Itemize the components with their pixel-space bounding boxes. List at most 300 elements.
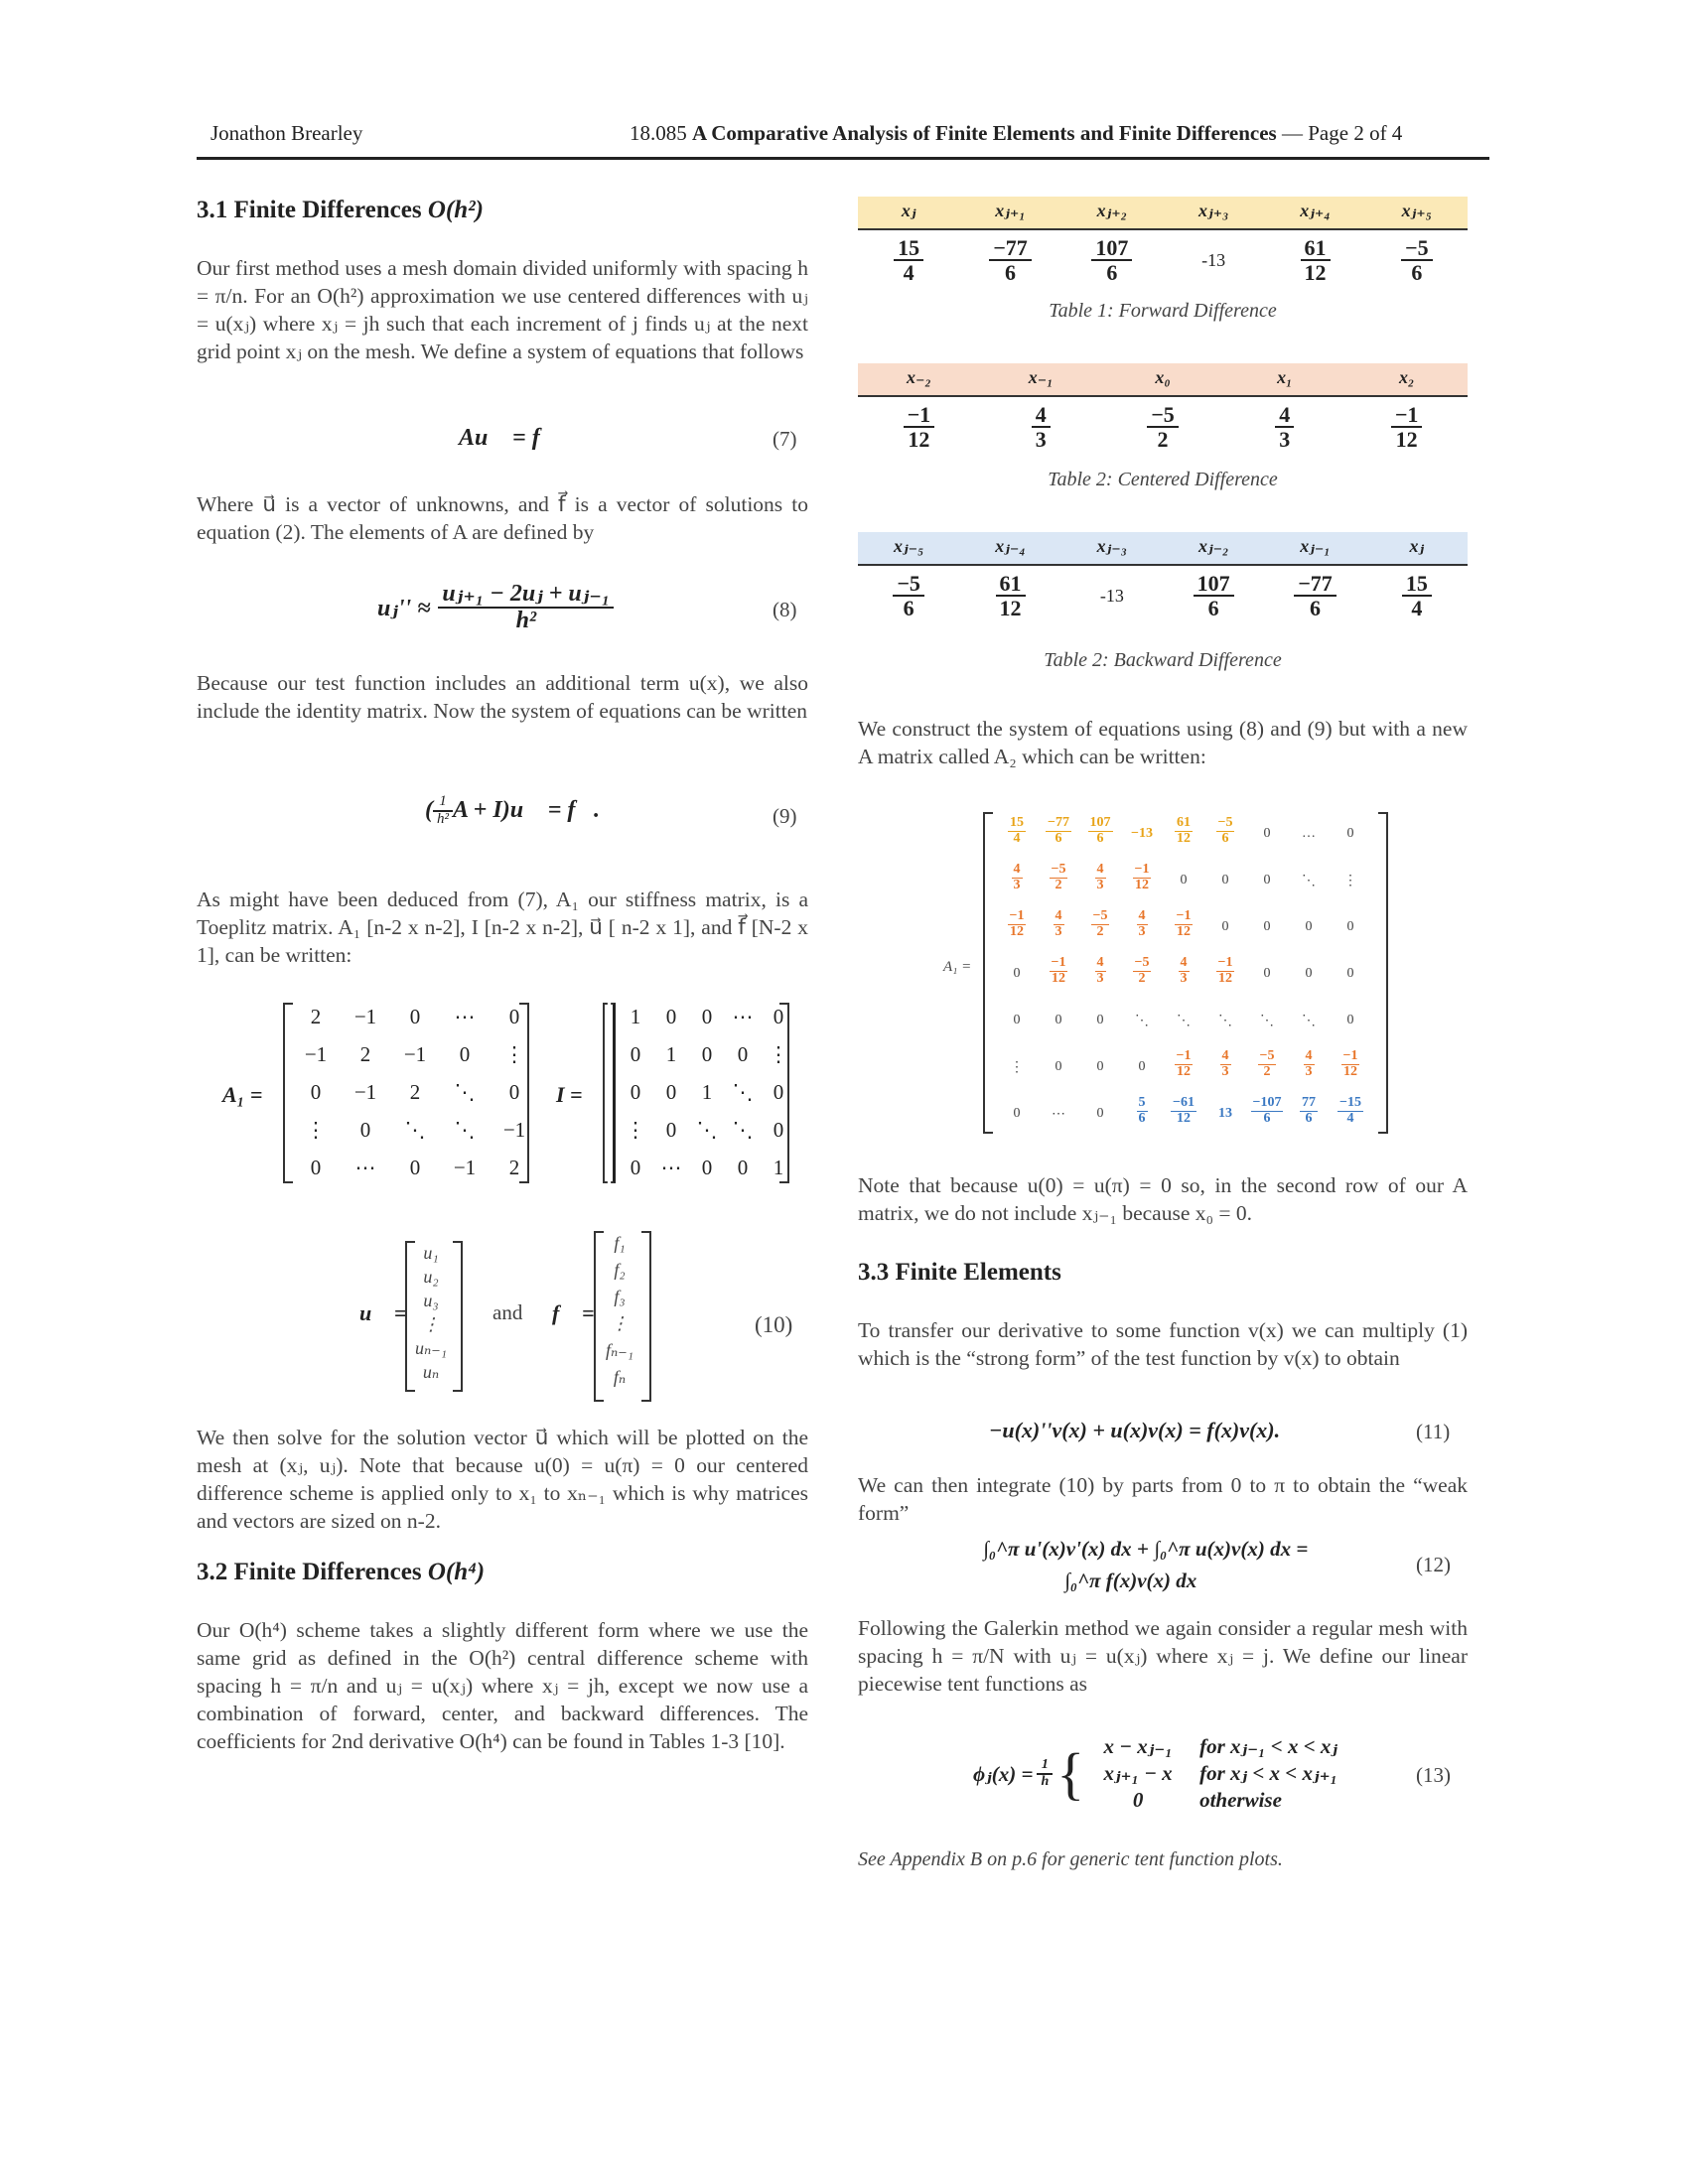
fraction-denominator: 6 (1207, 596, 1219, 621)
matrix-cell: ⋮ (305, 1118, 327, 1142)
table-value-fraction (996, 572, 1026, 619)
table-value-cell (869, 236, 948, 284)
table-header-cell: xⱼ₊₅ (1401, 201, 1433, 220)
fraction-numerator: 15 (1010, 815, 1024, 830)
table-value-cell (1174, 236, 1253, 272)
vector-entry: fₙ₋₁ (605, 1340, 634, 1360)
paragraph-boundary-note: Note that because u(0) = u(π) = 0 so, in the second row of our A matrix, we do not include xⱼ₋₁ because x₀ = 0. (858, 1173, 1468, 1225)
fraction-denominator: 12 (1176, 923, 1191, 939)
equation-8-fraction (438, 582, 614, 633)
matrix-a2-fraction (1175, 909, 1194, 939)
table-header-cell: xⱼ₋₃ (1096, 536, 1128, 556)
equation-number-13: (13) (1416, 1763, 1451, 1787)
matrix-a2-fraction (1171, 1096, 1196, 1126)
matrix-a2-value: 0 (1013, 1106, 1021, 1121)
table-value-cell (971, 236, 1051, 284)
section-heading-3-2: 3.2 Finite Differences O(h⁴) (197, 1559, 486, 1585)
table-header-cell: xⱼ (901, 201, 916, 220)
equation-13-case (1088, 1787, 1337, 1814)
fraction-denominator: 2 (1138, 970, 1146, 986)
fraction-denominator: 3 (1096, 970, 1104, 986)
matrix-i-label: I = (556, 1082, 583, 1107)
matrix-a2-fraction (1137, 1096, 1148, 1126)
matrix-a2-fraction (1088, 816, 1113, 846)
matrix-cell: 0 (459, 1042, 471, 1066)
fraction-denominator: 3 (1013, 877, 1021, 892)
fraction-numerator: −1 (1051, 955, 1066, 970)
matrix-cell: 0 (737, 1156, 749, 1179)
matrix-cell: ⋯ (454, 1005, 476, 1028)
table-value-fraction (1032, 403, 1051, 451)
fraction-denominator: 12 (1009, 923, 1024, 939)
table-header-cell: xⱼ₊₃ (1197, 201, 1229, 220)
matrix-cell: 1 (773, 1156, 784, 1179)
matrix-a2-value: 0 (1263, 873, 1271, 887)
fraction-numerator: 4 (1032, 403, 1051, 428)
fraction-denominator: 12 (999, 596, 1022, 621)
fraction-denominator: 6 (903, 596, 914, 621)
table-value-fraction (1091, 236, 1132, 284)
matrix-a2-fraction (1050, 956, 1068, 986)
matrix-a2-value: ⋱ (1260, 1014, 1274, 1028)
fraction-numerator: −5 (1134, 955, 1150, 970)
fraction-numerator: 4 (1055, 908, 1062, 923)
matrix-a2-cell (1326, 863, 1375, 889)
table-header-cell: x₋₂ (907, 367, 931, 387)
table-value-fraction (1147, 403, 1179, 451)
matrix-cell: ⋱ (732, 1080, 754, 1104)
fraction-numerator: 4 (1138, 908, 1146, 923)
page-label: Page (1308, 121, 1349, 145)
equation-number-10: (10) (755, 1312, 793, 1337)
fraction-numerator: 15 (894, 236, 923, 261)
equation-9-fraction (433, 794, 453, 828)
equation-8-denominator: h² (515, 608, 537, 634)
matrix-cell: −1 (353, 1080, 377, 1104)
matrix-a2-value: … (1302, 826, 1316, 841)
fraction-denominator: 6 (1305, 1110, 1313, 1126)
matrix-a2-fraction (1220, 1049, 1231, 1079)
vector-entry: uₙ₋₁ (414, 1338, 448, 1358)
matrix-cell: 2 (508, 1156, 520, 1179)
equation-9-rest: A + I)u⃗ = f⃗. (453, 797, 601, 824)
fraction-numerator: 4 (1275, 403, 1294, 428)
table-value-fraction (1275, 403, 1294, 451)
fraction-denominator: 12 (1176, 1110, 1191, 1126)
vector-f-label: f⃗ = (552, 1300, 595, 1325)
matrix-cell: 0 (310, 1156, 322, 1179)
matrix-a2-fraction (1095, 956, 1106, 986)
appendix-note: See Appendix B on p.6 for generic tent function plots. (858, 1848, 1283, 1870)
matrix-cell: 2 (310, 1005, 322, 1028)
fraction-denominator: 12 (1176, 1063, 1191, 1079)
vector-u-label: u⃗ = (359, 1300, 407, 1325)
fraction-denominator: 2 (1263, 1063, 1271, 1079)
fraction-numerator: 61 (996, 572, 1026, 597)
table-header-cell: xⱼ₋₁ (1300, 536, 1331, 556)
table-value-cell (1123, 403, 1202, 451)
fraction-denominator: 3 (1138, 923, 1146, 939)
vector-u-right-bracket (453, 1241, 463, 1392)
matrix-a2-value: 0 (1346, 919, 1354, 934)
case-expression: 0 (1132, 1788, 1144, 1812)
matrix-cell: 0 (737, 1042, 749, 1066)
table-header-cell: xⱼ₋₂ (1197, 536, 1229, 556)
matrix-a2-value: 0 (1346, 1013, 1354, 1027)
fraction-denominator: 4 (1346, 1110, 1354, 1126)
matrix-cell: 1 (630, 1005, 641, 1028)
equation-13-denominator: h (1041, 1773, 1050, 1789)
fraction-numerator: −77 (989, 236, 1032, 261)
table-value-cell (971, 572, 1051, 619)
fraction-denominator: 12 (1051, 970, 1065, 986)
matrix-cell: 0 (508, 1080, 520, 1104)
fraction-denominator: 6 (1096, 830, 1104, 846)
equation-7: Au⃗ = f⃗ (459, 425, 559, 451)
table-value: -13 (1201, 250, 1226, 270)
equation-12-line-1: ∫₀^π u'(x)v'(x) dx + ∫₀^π u(x)v(x) dx = (983, 1537, 1309, 1561)
paragraph-a2-intro: We construct the system of equations using (8) and (9) but with a new A matrix called A₂ which can be written: (858, 717, 1468, 768)
matrix-cell: ⋯ (732, 1005, 754, 1028)
matrix-a2-cell (1326, 909, 1375, 935)
matrix-a2-value: 0 (1305, 919, 1313, 934)
paragraph-toeplitz: As might have been deduced from (7), A₁ our stiffness matrix, is a Toeplitz matrix. A₁ [n-2 x n-2], I [n-2 x n-2], u⃗ [ n-2 x 1], and f⃗ [N-2 x 1], can be written: (197, 887, 808, 967)
equation-8 (377, 582, 614, 633)
matrix-a2-value: 13 (1218, 1106, 1232, 1121)
fraction-denominator: 12 (1342, 1063, 1357, 1079)
table-header-cell: x₋₁ (1028, 367, 1054, 387)
vector-entry: f₁ (614, 1233, 626, 1253)
table-value-cell (879, 403, 958, 451)
matrix-a2-value: 0 (1263, 919, 1271, 934)
equation-12-line-2: ∫₀^π f(x)v(x) dx (1064, 1569, 1197, 1592)
table-1-caption: Table 1: Forward Difference (1049, 300, 1277, 322)
vector-entry: ⋮ (611, 1313, 629, 1333)
vector-entry: fₙ (613, 1367, 627, 1387)
matrix-a2-value: ⋱ (1135, 1014, 1149, 1028)
matrix-cell: ⋮ (625, 1118, 646, 1142)
matrix-cell: 2 (409, 1080, 421, 1104)
matrix-a2-fraction (1137, 909, 1148, 939)
matrix-a2-value: 0 (1221, 873, 1229, 887)
table-header-cell: xⱼ₋₅ (893, 536, 924, 556)
equation-9-paren: ( (425, 797, 433, 824)
vector-entry: f₂ (614, 1260, 626, 1280)
table-2-caption: Table 2: Centered Difference (1048, 469, 1278, 490)
matrix-a2-value: 0 (1138, 1059, 1146, 1074)
case-expression: x − xⱼ₋₁ (1103, 1734, 1173, 1758)
page-number: 2 of 4 (1353, 121, 1403, 145)
case-condition: for xⱼ < x < xⱼ₊₁ (1199, 1761, 1337, 1785)
table-value-cell (1367, 403, 1447, 451)
equation-number-8: (8) (773, 598, 797, 621)
matrix-cell: ⋮ (503, 1042, 525, 1066)
fraction-denominator: 4 (1411, 596, 1423, 621)
equation-13-brace: { (1056, 1740, 1085, 1806)
fraction-denominator: 6 (1309, 596, 1321, 621)
vector-entry: uₙ (422, 1362, 440, 1382)
fraction-numerator: 61 (1177, 815, 1191, 830)
equation-13-fraction (1037, 1758, 1053, 1789)
fraction-numerator: 4 (1096, 862, 1104, 877)
matrix-a2-fraction (1258, 1049, 1277, 1079)
section-heading-3-1: 3.1 Finite Differences O(h²) (197, 197, 484, 223)
matrix-cell: ⋱ (454, 1118, 476, 1142)
matrix-a2-value: 0 (1180, 873, 1188, 887)
matrix-a2-fraction (1300, 1096, 1318, 1126)
matrix-cell: 0 (409, 1156, 421, 1179)
fraction-denominator: 12 (1395, 427, 1418, 453)
fraction-numerator: −15 (1339, 1095, 1361, 1110)
paragraph-3-3-intro: To transfer our derivative to some function v(x) we can multiply (1) which is the “strong form” of the test function by v(x) to obtain (858, 1318, 1468, 1370)
fraction-numerator: −107 (1252, 1095, 1282, 1110)
matrix-a2-value: ⋱ (1302, 874, 1316, 888)
fraction-numerator: −77 (1048, 815, 1069, 830)
matrix-a2-fraction (1175, 816, 1193, 846)
fraction-denominator: 4 (1013, 830, 1021, 846)
matrix-a2-value: 0 (1013, 1013, 1021, 1027)
equation-number-12: (12) (1416, 1553, 1451, 1576)
fraction-denominator: 6 (1411, 260, 1423, 286)
matrix-cell: ⋱ (404, 1118, 426, 1142)
matrix-cell: ⋱ (732, 1118, 754, 1142)
matrix-cell: 0 (359, 1118, 371, 1142)
matrix-a2-cell (1326, 1096, 1375, 1126)
table-value-cell (1072, 236, 1152, 284)
matrix-cell: 0 (409, 1005, 421, 1028)
fraction-numerator: −1 (1176, 1048, 1192, 1063)
matrix-a2-value: 0 (1096, 1013, 1104, 1027)
matrix-cell: 0 (630, 1080, 641, 1104)
fraction-denominator: 6 (1221, 830, 1229, 846)
fraction-denominator: 3 (1096, 877, 1104, 892)
equation-number-9: (9) (773, 804, 797, 828)
matrix-a2-right-bracket (1378, 812, 1388, 1134)
course-number: 18.085 (630, 121, 687, 145)
fraction-denominator: 3 (1305, 1063, 1313, 1079)
fraction-denominator: 2 (1157, 427, 1169, 453)
table-3-caption: Table 2: Backward Difference (1044, 649, 1282, 671)
fraction-denominator: 6 (1106, 260, 1118, 286)
table-value-fraction (1294, 572, 1336, 619)
table-value-cell (1377, 572, 1457, 619)
matrix-a1-label: A₁ = (222, 1082, 263, 1107)
table-value-fraction (989, 236, 1032, 284)
matrix-a2-value: 0 (1096, 1106, 1104, 1121)
vector-and-text: and (492, 1300, 523, 1324)
matrix-cell: 0 (773, 1005, 784, 1028)
matrix-cell: 0 (630, 1042, 641, 1066)
table-value-fraction (1194, 572, 1234, 619)
matrix-cell: 0 (665, 1005, 677, 1028)
equation-13-cases (1088, 1733, 1337, 1814)
table-header-cell: xⱼ₊₁ (995, 201, 1026, 220)
fraction-numerator: −1 (1176, 908, 1192, 923)
table-value-cell (1174, 572, 1253, 619)
matrix-cell: ⋱ (696, 1118, 718, 1142)
table-value-fraction (893, 572, 924, 619)
fraction-denominator: 6 (1004, 260, 1016, 286)
matrix-a2-value: −13 (1131, 826, 1153, 841)
matrix-a2-fraction (1304, 1049, 1315, 1079)
fraction-denominator: 12 (1177, 830, 1191, 846)
matrix-cell: −1 (453, 1156, 477, 1179)
matrix-cell: 0 (773, 1080, 784, 1104)
matrix-a2-value: ⋯ (1052, 1107, 1065, 1122)
matrix-a2-fraction (1175, 1049, 1194, 1079)
matrix-a2-fraction (1216, 956, 1235, 986)
fraction-numerator: −1 (1009, 908, 1025, 923)
paragraph-vector-def: Where u⃗ is a vector of unknowns, and f⃗ is a vector of solutions to equation (2). The elements of A are defined by (197, 492, 808, 544)
table-header-cell: x₂ (1398, 367, 1415, 387)
equation-11: −u(x)''v(x) + u(x)v(x) = f(x)v(x). (989, 1418, 1281, 1442)
vector-entry: u₂ (423, 1267, 439, 1287)
fraction-numerator: −5 (1259, 1048, 1275, 1063)
table-header-cell: xⱼ₊₂ (1096, 201, 1128, 220)
fraction-denominator: 3 (1055, 923, 1062, 939)
equation-9 (425, 794, 600, 828)
case-expression: xⱼ₊₁ − x (1103, 1761, 1173, 1785)
fraction-numerator: 4 (1305, 1048, 1313, 1063)
matrix-cell: −1 (304, 1042, 328, 1066)
equation-number-7: (7) (773, 427, 797, 451)
equation-9-denominator: h² (437, 810, 449, 827)
table-value-cell (1001, 403, 1080, 451)
matrix-cell: 0 (701, 1005, 713, 1028)
table-header-cell: x₀ (1155, 367, 1171, 387)
fraction-numerator: −1 (904, 403, 935, 428)
paragraph-3-1-intro: Our first method uses a mesh domain divided uniformly with spacing h = π/n. For an O(h²) approximation we use centered differences with uⱼ = u(xⱼ) where xⱼ = jh such that each increment of j finds uⱼ at the next grid point xⱼ on the mesh. We define a system of equations that follows (197, 256, 808, 363)
matrix-a2-value: ⋱ (1218, 1014, 1232, 1028)
matrix-cell: 0 (310, 1080, 322, 1104)
fraction-numerator: 5 (1138, 1095, 1146, 1110)
fraction-numerator: 61 (1301, 236, 1331, 261)
fraction-denominator: 2 (1096, 923, 1104, 939)
fraction-numerator: −5 (1092, 908, 1108, 923)
fraction-numerator: −5 (1147, 403, 1179, 428)
fraction-denominator: 2 (1055, 877, 1062, 892)
fraction-denominator: 3 (1221, 1063, 1229, 1079)
fraction-numerator: −1 (1134, 862, 1150, 877)
matrix-cell: ⋱ (454, 1080, 476, 1104)
fraction-numerator: −5 (1217, 815, 1233, 830)
table-value-fraction (1401, 236, 1433, 284)
header-rule (197, 157, 1489, 160)
matrix-cell: 0 (630, 1156, 641, 1179)
equation-13-numerator: 1 (1037, 1758, 1053, 1775)
matrix-cell: −1 (502, 1118, 526, 1142)
fraction-numerator: 107 (1091, 236, 1132, 261)
matrix-a2-fraction (1179, 956, 1190, 986)
matrix-a2-fraction (1216, 816, 1235, 846)
table-value-fraction (894, 236, 923, 284)
matrix-cell: 0 (665, 1118, 677, 1142)
matrix-a2-fraction (1095, 863, 1106, 892)
fraction-numerator: 4 (1013, 862, 1021, 877)
paragraph-weak-form: We can then integrate (10) by parts from 0 to π to obtain the “weak form” (858, 1473, 1468, 1525)
matrix-a2-fraction (1133, 956, 1152, 986)
fraction-denominator: 12 (1304, 260, 1327, 286)
vector-entry: u₁ (423, 1243, 439, 1263)
table-value-fraction (904, 403, 935, 451)
matrix-a2-fraction (1133, 863, 1152, 892)
matrix-a2-value: 0 (1346, 966, 1354, 981)
matrix-a2-fraction (1054, 909, 1064, 939)
fraction-numerator: 4 (1096, 955, 1104, 970)
fraction-numerator: 107 (1194, 572, 1234, 597)
fraction-denominator: 12 (908, 427, 930, 453)
fraction-denominator: 12 (1217, 970, 1232, 986)
matrix-a2-value: 0 (1263, 966, 1271, 981)
fraction-denominator: 6 (1055, 830, 1062, 846)
table-value-cell (1245, 403, 1325, 451)
vector-f-right-bracket (641, 1231, 651, 1402)
matrix-cell: 0 (701, 1042, 713, 1066)
matrix-a2-cell (1326, 1003, 1375, 1028)
matrix-a2-value: 0 (1055, 1059, 1062, 1074)
matrix-a2-fraction (1008, 816, 1026, 846)
header-title-line (630, 121, 1402, 146)
matrix-cell: 1 (665, 1042, 677, 1066)
matrix-cell: 2 (359, 1042, 371, 1066)
case-condition: otherwise (1199, 1788, 1282, 1812)
matrix-cell: 0 (701, 1156, 713, 1179)
fraction-numerator: −1 (1217, 955, 1233, 970)
matrix-cell: −1 (353, 1005, 377, 1028)
fraction-denominator: 3 (1180, 970, 1188, 986)
fraction-numerator: −1 (1391, 403, 1423, 428)
fraction-denominator: 6 (1138, 1110, 1146, 1126)
matrix-a2-value: 0 (1055, 1013, 1062, 1027)
matrix-a2-cell (1326, 816, 1375, 842)
fraction-numerator: 77 (1302, 1095, 1316, 1110)
fraction-denominator: 3 (1035, 427, 1047, 453)
table-header-cell: xⱼ₋₄ (995, 536, 1026, 556)
vector-entry: u₃ (423, 1291, 439, 1310)
matrix-cell: 0 (665, 1080, 677, 1104)
table-value: -13 (1099, 586, 1124, 606)
matrix-a2-fraction (1091, 909, 1110, 939)
matrix-a2-value: 0 (1221, 919, 1229, 934)
matrix-cell: ⋯ (354, 1156, 376, 1179)
table-value-cell (1276, 572, 1355, 619)
fraction-denominator: 4 (903, 260, 914, 286)
matrix-a2-fraction (1341, 1049, 1360, 1079)
matrix-a2-value: 0 (1013, 966, 1021, 981)
fraction-numerator: −5 (893, 572, 924, 597)
fraction-denominator: 6 (1263, 1110, 1271, 1126)
table-value-cell (1377, 236, 1457, 284)
matrix-a2-fraction (1337, 1096, 1363, 1126)
fraction-numerator: −61 (1173, 1095, 1195, 1110)
matrix-a2-cell (1326, 956, 1375, 982)
matrix-a2-value: ⋮ (1010, 1060, 1024, 1075)
equation-13-case (1088, 1760, 1337, 1787)
matrix-a2-value: 0 (1305, 966, 1313, 981)
equation-13-case (1088, 1733, 1337, 1760)
equation-8-lhs: uⱼ'' ≈ (377, 596, 431, 622)
matrix-cell: ⋯ (660, 1156, 682, 1179)
matrix-a2-fraction (1050, 863, 1068, 892)
header-author: Jonathon Brearley (211, 121, 363, 145)
matrix-cell: ⋮ (768, 1042, 789, 1066)
matrix-a2-fraction (1046, 816, 1071, 846)
section-heading-3-3: 3.3 Finite Elements (858, 1259, 1061, 1286)
matrix-a2-cell (1326, 1049, 1375, 1079)
equation-8-numerator: uⱼ₊₁ − 2uⱼ + uⱼ₋₁ (438, 582, 614, 609)
fraction-numerator: 4 (1180, 955, 1188, 970)
paragraph-galerkin: Following the Galerkin method we again consider a regular mesh with spacing h = π/N with uⱼ = u(xⱼ) where xⱼ = j. We define our linear piecewise tent functions as (858, 1616, 1468, 1696)
